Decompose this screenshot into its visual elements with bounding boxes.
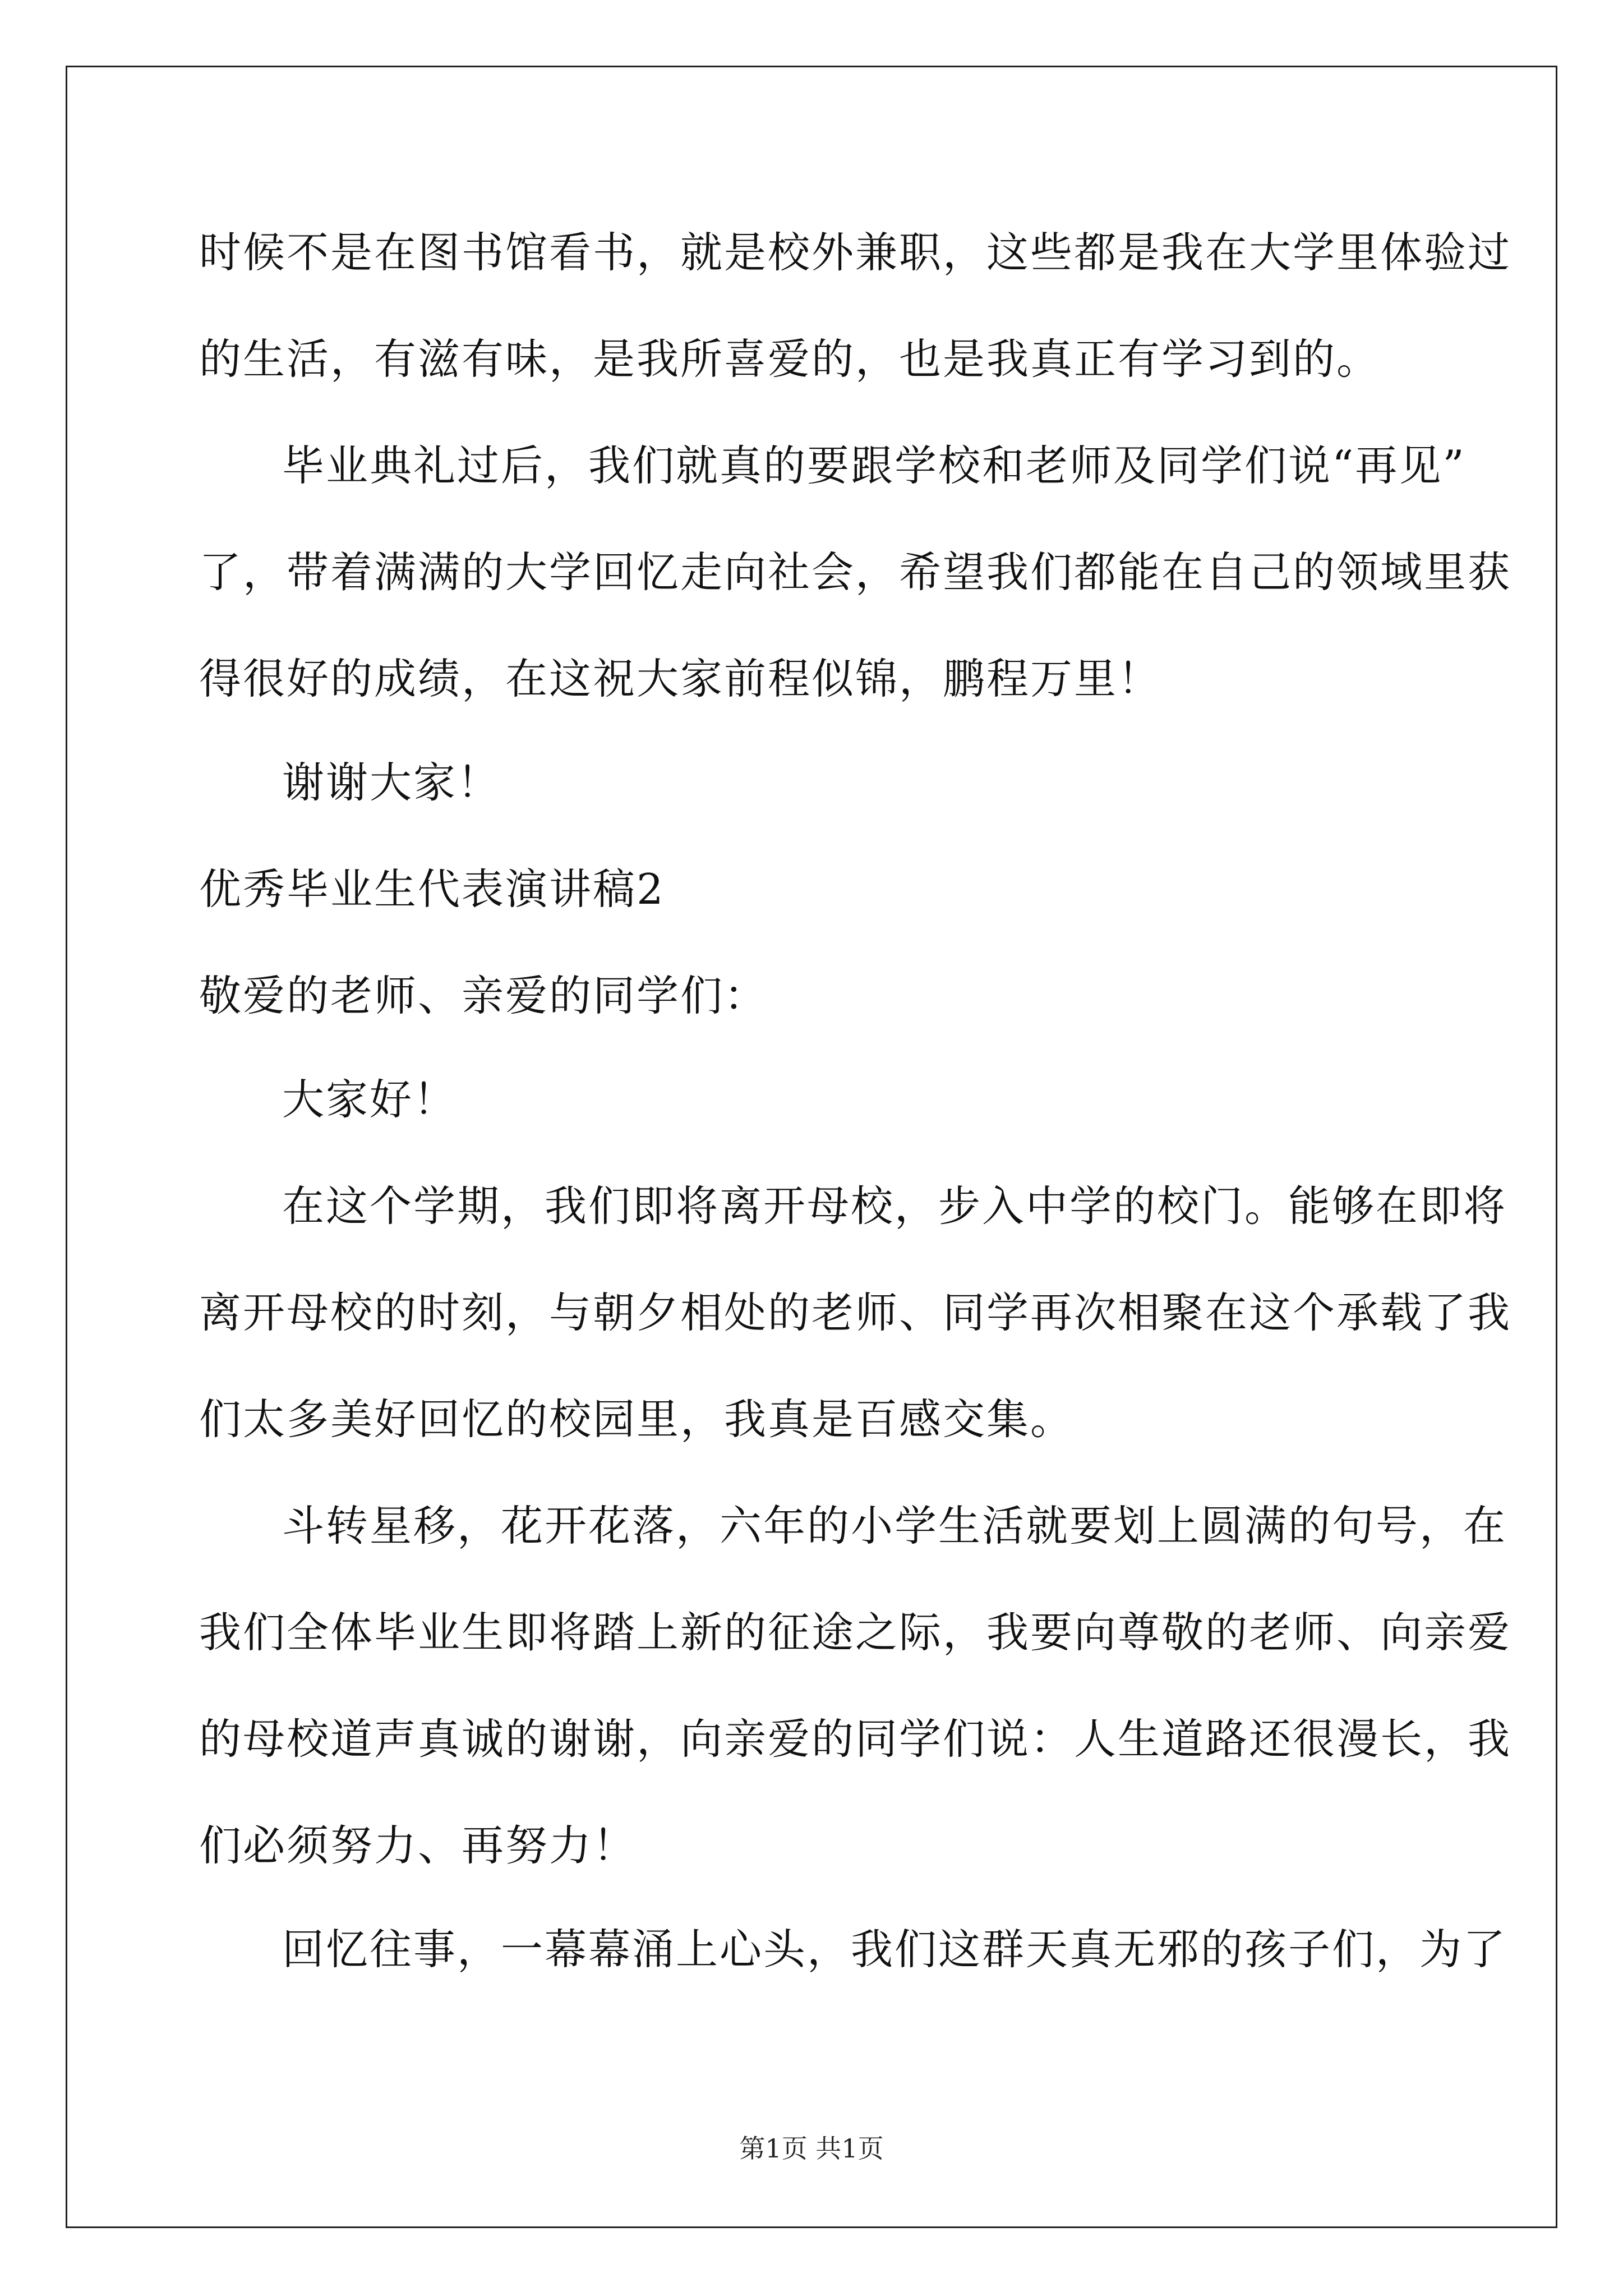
document-body <box>199 0 1512 2188</box>
text-line: 的母校道声真诚的谢谢，向亲爱的同学们说：人生道路还很漫长，我 <box>199 1714 1512 1764</box>
paragraph-start: 斗转星移，花开花落，六年的小学生活就要划上圆满的句号，在 <box>282 1501 1507 1550</box>
salutation: 敬爱的老师、亲爱的同学们： <box>199 971 768 1020</box>
paragraph-start: 在这个学期，我们即将离开母校，步入中学的校门。能够在即将 <box>282 1181 1507 1231</box>
paragraph-start: 谢谢大家！ <box>282 758 501 807</box>
page-footer: 第1页 共1页 <box>739 2133 884 2164</box>
greeting: 大家好！ <box>282 1075 458 1124</box>
text-line: 我们全体毕业生即将踏上新的征途之际，我要向尊敬的老师、向亲爱 <box>199 1608 1512 1657</box>
section-heading: 优秀毕业生代表演讲稿2 <box>199 864 665 914</box>
text-line: 离开母校的时刻，与朝夕相处的老师、同学再次相聚在这个承载了我 <box>199 1288 1512 1337</box>
text-line: 时候不是在图书馆看书，就是校外兼职，这些都是我在大学里体验过 <box>199 228 1512 277</box>
text-line: 们太多美好回忆的校园里，我真是百感交集。 <box>199 1395 1075 1444</box>
text-line: 们必须努力、再努力！ <box>199 1821 637 1870</box>
paragraph-start: 毕业典礼过后，我们就真的要跟学校和老师及同学们说“再见” <box>282 441 1466 490</box>
text-line: 得很好的成绩，在这祝大家前程似锦，鹏程万里！ <box>199 654 1162 703</box>
text-line: 了，带着满满的大学回忆走向社会，希望我们都能在自己的领域里获 <box>199 547 1512 597</box>
text-line: 的生活，有滋有味，是我所喜爱的，也是我真正有学习到的。 <box>199 334 1381 384</box>
paragraph-start: 回忆往事，一幕幕涌上心头，我们这群天真无邪的孩子们，为了 <box>282 1925 1507 1974</box>
